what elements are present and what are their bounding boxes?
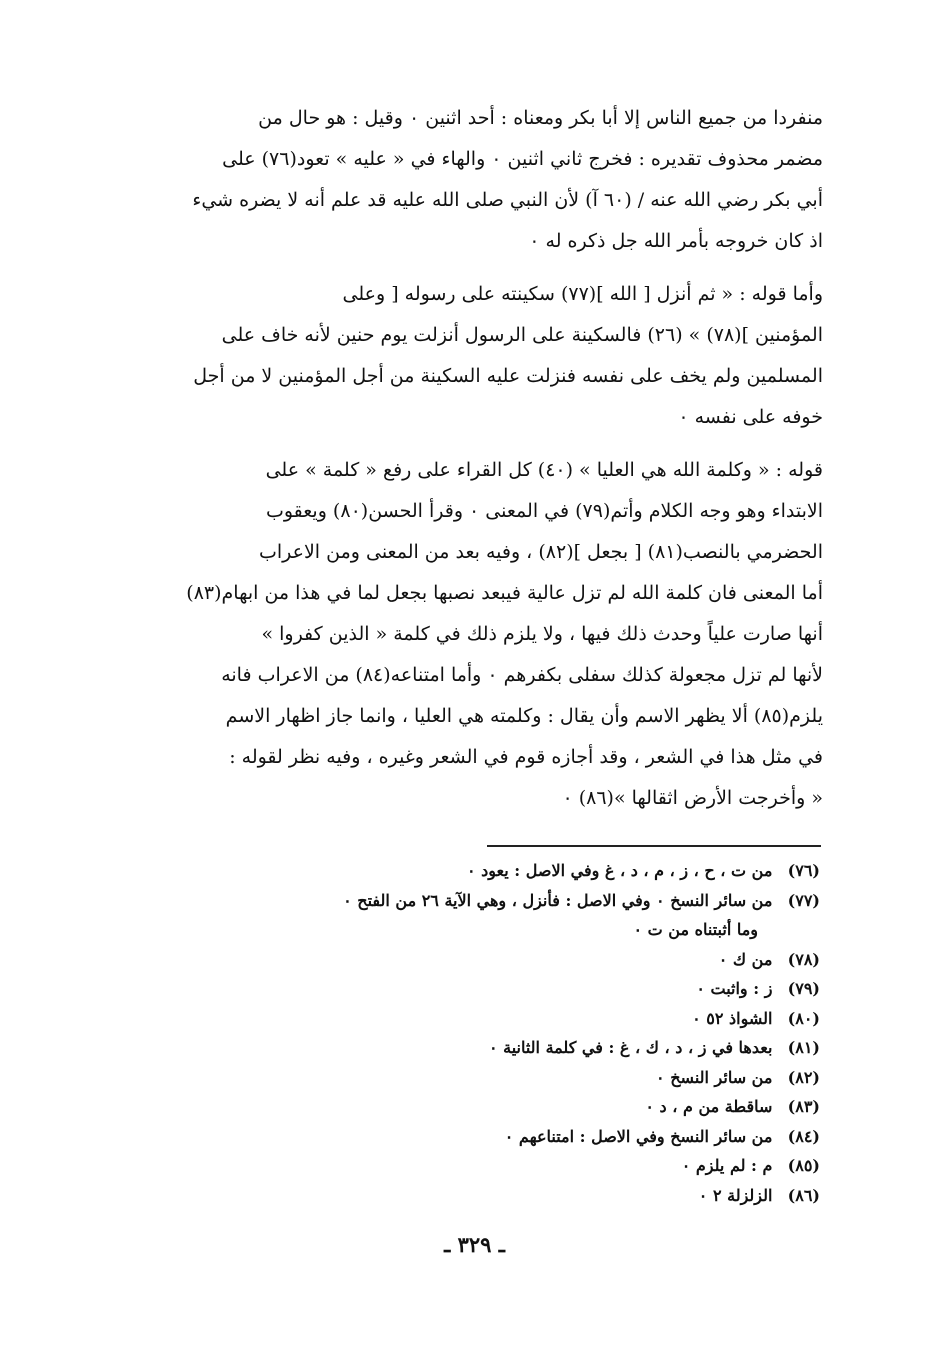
- footnote-text: من سائر النسخ وفي الاصل : امتناعهم ٠: [504, 1126, 773, 1146]
- footnote-text: الشواذ ٥٢ ٠: [692, 1008, 773, 1028]
- text-line: أما المعنى فان كلمة الله لم تزل عالية فيبعد نصبها بجعل لما في هذا من ابهام(٨٣): [186, 582, 823, 604]
- footnote: [118, 886, 820, 916]
- text-line: منفردا من جميع الناس إلا أبا بكر ومعناه : أحد اثنين ٠ وقيل : هو حال من: [258, 107, 823, 129]
- text-line: خوفه على نفسه ٠: [678, 406, 823, 428]
- footnote: [118, 1004, 820, 1034]
- footnote-text: من سائر النسخ ٠ وفي الاصل : فأنزل ، وهي الآية ٢٦ من الفتح ٠: [343, 890, 773, 910]
- text-line: مضمر محذوف تقديره : فخرج ثاني اثنين ٠ والهاء في « عليه » تعود(٧٦) على: [222, 148, 823, 170]
- footnote-number: (٨٦): [787, 1185, 820, 1205]
- page-number: ـ ٣٢٩ ـ: [444, 1232, 505, 1257]
- footnote-number: (٨١): [787, 1038, 820, 1057]
- text-line: وأما قوله : « ثم أنزل [ الله ](٧٧) سكينته على رسوله [ وعلى: [342, 283, 823, 305]
- footnote-number: (٧٦): [787, 861, 820, 880]
- text-line: في مثل هذا في الشعر ، وقد أجازه قوم في الشعر وغيره ، وفيه نظر لقوله :: [229, 746, 823, 768]
- text-line: المؤمنين ](٧٨) » (٢٦) فالسكينة على الرسول أنزلت يوم حنين لأنه خاف على: [221, 324, 823, 346]
- text-line: لأنها لم تزل مجعولة كذلك سفلى بكفرهم ٠ وأما امتناعه(٨٤) من الاعراب فانه: [221, 664, 823, 686]
- text-line: « وأخرجت الأرض اثقالها »(٨٦) ٠: [562, 787, 823, 809]
- footnote-number: (٨٤): [787, 1126, 820, 1146]
- text-line: الابتداء وهو وجه الكلام وأتم(٧٩) في المعنى ٠ وقرأ الحسن(٨٠) ويعقوب: [265, 500, 823, 522]
- footnote: [118, 1122, 820, 1152]
- footnote-number: (٨٠): [787, 1008, 820, 1028]
- footnote-text: من ت ، ح ، ز ، م ، د ، غ وفي الاصل : يعود ٠: [466, 861, 773, 880]
- footnote-number: (٨٥): [787, 1156, 820, 1175]
- footnote: [118, 1181, 820, 1211]
- footnote: [118, 1033, 820, 1063]
- footnote-text: الزلزلة ٢ ٠: [698, 1185, 773, 1205]
- footnote-continuation: وما أثبتناه من ت ٠: [633, 920, 758, 939]
- text-line: المسلمين ولم يخف على نفسه فنزلت عليه السكينة من أجل المؤمنين لا من أجل: [193, 365, 823, 387]
- footnote-text: م : لم يلزم ٠: [681, 1156, 773, 1175]
- text-line: أنها صارت علياً وحدث ذلك فيها ، ولا يلزم ذلك في كلمة « الذين كفروا »: [261, 623, 823, 645]
- main-text: [118, 98, 823, 819]
- footnote: [118, 1092, 820, 1122]
- text-line: الحضرمي بالنصب(٨١) [ بجعل ](٨٢) ، وفيه بعد من المعنى ومن الاعراب: [258, 541, 823, 563]
- footnote-number: (٨٢): [787, 1067, 820, 1087]
- footnote: [118, 974, 820, 1004]
- text-line: اذ كان خروجه بأمر الله جل ذكره له ٠: [529, 230, 823, 252]
- footnote-divider: [487, 845, 821, 847]
- footnote: [118, 856, 820, 886]
- footnote: [118, 1151, 820, 1181]
- paragraph: [118, 274, 823, 438]
- text-line: أبي بكر رضي الله عنه / (٦٠ آ) لأن النبي صلى الله عليه قد علم أنه لا يضره شيء: [192, 189, 823, 211]
- paragraph: [118, 98, 823, 262]
- footnote-text: ساقطة من م ، د ٠: [645, 1097, 773, 1116]
- footnote-number: (٨٣): [787, 1097, 820, 1116]
- footnote-text: ز : واثبت ٠: [696, 979, 773, 998]
- footnote-text: بعدها في ز ، د ، ك ، غ : في كلمة الثانية ٠: [488, 1038, 773, 1057]
- footnote-number: (٧٨): [787, 949, 820, 969]
- footnote-text: من سائر النسخ ٠: [656, 1067, 773, 1087]
- text-line: قوله : « وكلمة الله هي العليا » (٤٠) كل القراء على رفع « كلمة » على: [265, 459, 823, 481]
- footnotes: [118, 856, 820, 1210]
- footnote-text: من ك ٠: [718, 949, 773, 969]
- footnote-number: (٧٩): [787, 979, 820, 998]
- footnote: [118, 945, 820, 975]
- text-line: يلزم(٨٥) ألا يظهر الاسم وأن يقال : وكلمته هي العليا ، وانما جاز اظهار الاسم: [225, 705, 823, 727]
- footnote: [118, 1063, 820, 1093]
- paragraph: [118, 450, 823, 819]
- footnote-number: (٧٧): [787, 890, 820, 910]
